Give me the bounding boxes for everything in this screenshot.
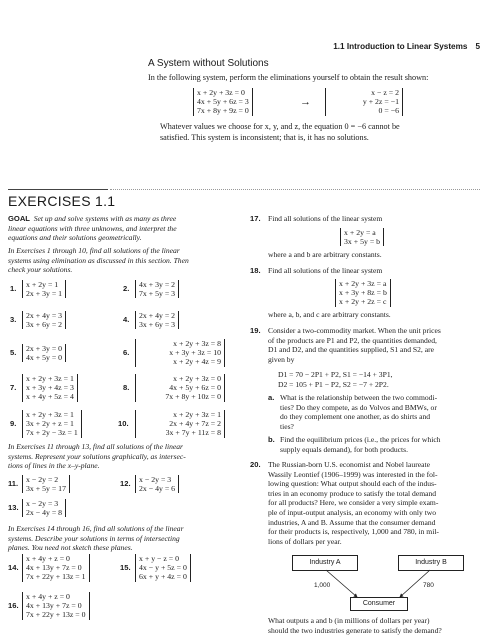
- text-line: Find the equilibrium prices (i.e., the prices for which: [280, 435, 441, 444]
- equation: x + 4y + z = 0: [26, 592, 70, 601]
- text-line: What is the relationship between the two commodi-: [280, 393, 438, 402]
- equation: 2x + 3y = 1: [26, 289, 63, 299]
- equation: x − 2y = 2: [26, 475, 59, 484]
- equation: 4x + 5y = 0: [26, 353, 63, 363]
- text-line: do they complement one another, as do shirts and: [280, 412, 431, 422]
- equation: 4x + 5y + 6z = 0: [169, 383, 221, 393]
- equation: 7x + 22y + 13z = 0: [26, 610, 86, 620]
- text-line: of the products are P1 and P2, the quantities demanded,: [268, 335, 437, 345]
- equation: x + 2y + 3z = 0: [173, 374, 221, 383]
- text-line: ties?: [280, 421, 294, 431]
- equation: 4x + 3y = 2: [139, 280, 176, 289]
- instr-line: planes. You need not sketch these planes.: [8, 543, 133, 553]
- goal-label: GOAL: [8, 214, 30, 223]
- part-label: a.: [268, 393, 275, 402]
- exercise-number: 20.: [250, 460, 261, 469]
- equation: 7x + 5y = 3: [139, 289, 176, 299]
- equation: x + 2y + 3z = 1: [26, 374, 74, 383]
- exercise-17-after: where a and b are arbitrary constants.: [268, 250, 382, 259]
- equation: x − 2y = 3: [26, 499, 59, 508]
- instr-line: In Exercises 14 through 16, find all solutions of the linear: [8, 524, 184, 533]
- exercise-number: 5.: [10, 348, 17, 357]
- equation: x + 4y + z = 0: [26, 554, 70, 563]
- equation: D2 = 105 + P1 − P2, S2 = −7 + 2P2.: [278, 379, 389, 389]
- text-line: tries in an economy produce to satisfy the total demand: [268, 488, 437, 498]
- conclusion-line: Whatever values we choose for x, y, and z, the equation 0 = −6 cannot be: [160, 122, 400, 131]
- exercise-number: 11.: [8, 479, 19, 488]
- equation: x + 2y + 3z = 8: [173, 339, 221, 348]
- demo-eq: x − z = 2: [371, 88, 399, 97]
- demand-a-label: 1,000: [314, 582, 331, 589]
- equation: 7x + 8y + 10z = 0: [165, 392, 221, 402]
- text-line: The Russian-born U.S. economist and Nobel laureate: [268, 460, 430, 469]
- exercise-18-text: Find all solutions of the linear system: [268, 266, 383, 275]
- text-line: Wassily Leontief (1906–1999) was interested in the fol-: [268, 469, 438, 479]
- text-line: What outputs a and b (in millions of dollars per year): [268, 616, 430, 625]
- equation: 7x + 22y + 13z = 1: [26, 572, 86, 582]
- equation: 7x + 2y − 3z = 1: [26, 428, 78, 438]
- instr-line: systems. Represent your solutions graphically, as intersec-: [8, 451, 186, 461]
- conclusion-line: satisfied. This system is inconsistent; that is, it has no solutions.: [160, 132, 369, 142]
- goal-line: Set up and solve systems with as many as three: [33, 214, 177, 223]
- demo-eq: x + 2y + 3z = 0: [197, 88, 245, 97]
- instr-line: tions of lines in the x–y-plane.: [8, 461, 100, 471]
- text-line: ties? Do they compete, as do Volvos and BMWs, or: [280, 402, 437, 412]
- equation: 3x + 5y = b: [344, 237, 381, 247]
- exercise-number: 12.: [120, 479, 131, 488]
- equation: x + 4y + 5z = 4: [26, 392, 74, 402]
- instr-line: systems using elimination as discussed in this section. Then: [8, 255, 189, 265]
- text-line: should the two industries generate to satisfy the demand?: [268, 625, 442, 635]
- exercise-number: 1.: [10, 284, 17, 293]
- instr-line: In Exercises 11 through 13, find all solutions of the linear: [8, 442, 183, 451]
- equation: 3x + 5y = 17: [26, 484, 66, 494]
- equation: x + 3y + 4z = 3: [26, 383, 74, 393]
- exercise-number: 17.: [250, 214, 261, 223]
- equation: 4x + 13y + 7z = 0: [26, 601, 82, 611]
- exercise-number: 8.: [123, 383, 130, 392]
- equation: 4x + 13y + 7z = 0: [26, 563, 82, 573]
- exercise-number: 6.: [123, 348, 130, 357]
- part-label: b.: [268, 435, 275, 444]
- text-line: industries, A and B. Assume that the consumer demand: [268, 517, 436, 527]
- equation: 3x + 6y = 2: [26, 320, 63, 330]
- equation: 2x + 4y = 2: [139, 311, 176, 320]
- demand-b-label: 780: [423, 582, 434, 589]
- equation: x + 2y = a: [344, 228, 376, 237]
- page-number: 5: [475, 42, 480, 51]
- exercise-number: 13.: [8, 503, 19, 512]
- subsection-title: A System without Solutions: [148, 58, 269, 69]
- instr-line: check your solutions.: [8, 265, 73, 275]
- goal-line: equations and their solutions geometrically.: [8, 233, 142, 243]
- exercise-number: 10.: [118, 419, 129, 428]
- text-line: given by: [268, 354, 295, 364]
- text-line: lowing question: What output should each of the indus-: [268, 479, 437, 489]
- equation: 3x + 6y = 3: [139, 320, 176, 330]
- industry-b-box: Industry B: [398, 555, 464, 571]
- equation: 2x − 4y = 8: [26, 508, 63, 518]
- equation: x + 2y + 4z = 9: [173, 357, 221, 367]
- equation: x + 3y + 8z = b: [339, 288, 387, 298]
- exercise-17-text: Find all solutions of the linear system: [268, 214, 383, 223]
- exercise-number: 16.: [8, 601, 19, 610]
- arrow-a-consumer: [326, 570, 357, 597]
- section-title: 1.1 Introduction to Linear Systems: [333, 42, 468, 51]
- text-line: lions of dollars per year.: [268, 536, 342, 546]
- equation: x + 2y + 3z = 1: [26, 410, 74, 419]
- text-line: Consider a two-commodity market. When the unit prices: [268, 326, 441, 335]
- exercise-20-after: [268, 616, 490, 635]
- demo-eq: 7x + 8y + 9z = 0: [197, 106, 249, 116]
- exercise-number: 2.: [123, 284, 130, 293]
- equation: 2x + 3y = 0: [26, 344, 63, 353]
- intro-text: In the following system, perform the eliminations yourself to obtain the result shown:: [148, 73, 429, 82]
- exercise-number: 19.: [250, 326, 261, 335]
- exercise-number: 9.: [10, 419, 17, 428]
- equation: 3x + 2y + z = 1: [26, 419, 74, 429]
- equation: 2x − 4y = 6: [139, 484, 176, 494]
- demo-eq: y + 2z = −1: [362, 97, 399, 107]
- equation: 4x − y + 5z = 0: [139, 563, 187, 573]
- demo-eq: 4x + 5y + 6z = 3: [197, 97, 249, 107]
- equation: x + y − z = 0: [139, 554, 180, 563]
- equation: x + 2y + 3z = 1: [173, 410, 221, 419]
- equation: x + 3y + 3z = 10: [169, 348, 221, 358]
- exercise-18-after: where a, b, and c are arbitrary constants.: [268, 310, 391, 319]
- equation: x + 2y + 3z = a: [339, 279, 387, 288]
- equation: 3x + 7y + 11z = 8: [165, 428, 221, 438]
- exercises-heading: EXERCISES 1.1: [8, 193, 116, 209]
- goal-line: linear equations with three unknowns, and interpret the: [8, 223, 177, 233]
- equation: 2x + 4y + 7z = 2: [169, 419, 221, 429]
- exercise-number: 14.: [8, 563, 19, 572]
- industry-a-box: Industry A: [292, 555, 358, 571]
- exercise-number: 7.: [10, 383, 17, 392]
- arrow-icon: →: [300, 96, 311, 108]
- exercise-number: 18.: [250, 266, 261, 275]
- consumer-box: Consumer: [350, 597, 408, 611]
- equation: D1 = 70 − 2P1 + P2, S1 = −14 + 3P1,: [278, 370, 393, 379]
- exercise-number: 4.: [123, 315, 130, 324]
- equation: x − 2y = 3: [139, 475, 172, 484]
- instr-line: In Exercises 1 through 10, find all solutions of the linear: [8, 246, 180, 255]
- instr-line: systems. Describe your solutions in terms of intersecting: [8, 533, 180, 543]
- equation: x + 2y = 1: [26, 280, 59, 289]
- equation: 6x + y + 4z = 0: [139, 572, 187, 582]
- text-line: supply equals demand), for both products.: [280, 444, 409, 454]
- equation: x + 2y + 2z = c: [339, 297, 387, 307]
- exercise-number: 15.: [120, 563, 131, 572]
- equation: 2x + 4y = 3: [26, 311, 63, 320]
- text-line: for their products is, respectively, 1,000 and 780, in mil-: [268, 527, 439, 537]
- demo-eq: 0 = −6: [378, 106, 399, 116]
- text-line: D1 and D2, and the quantities supplied, S1 and S2, are: [268, 345, 434, 355]
- text-line: for all products? Here, we consider a very simple exam-: [268, 498, 439, 508]
- exercise-number: 3.: [10, 315, 17, 324]
- text-line: ple of input-output analysis, an economy with only two: [268, 507, 437, 517]
